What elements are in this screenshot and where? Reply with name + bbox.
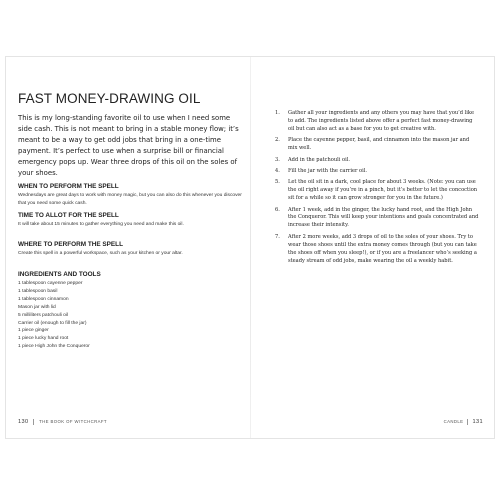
- step-number: 2.: [275, 137, 280, 144]
- list-item: [275, 157, 480, 165]
- step-text: Fill the jar with the carrier oil.: [288, 167, 367, 174]
- step-number: 6.: [275, 206, 280, 213]
- where-text: Create this spell in a powerful workspace, such as your kitchen or your altar.: [18, 251, 183, 256]
- list-item: 1 tablespoon basil: [18, 288, 58, 294]
- right-footer: [444, 419, 483, 425]
- book-spread: [5, 56, 495, 439]
- list-item: 1 piece High John the Conqueror: [18, 344, 90, 350]
- list-item: [275, 207, 480, 231]
- spell-title: FAST MONEY-DRAWING OIL: [18, 91, 201, 106]
- step-text: After 2 more weeks, add 3 drops of oil to the soles of your shoes. Try to wear those shoes until the extra money comes through (but you can take the shoes off when you sleep!), or if you are a freelancer who’s seeking a steady stream of odd jobs, make wearing the oil a weekly habit.: [288, 233, 477, 264]
- footer-divider: [33, 419, 34, 425]
- when-text: Wednesdays are great days to work with money magic, but you can also do this whenever you discover that you need some quick cash.: [18, 193, 242, 206]
- list-item: 1 tablespoon cinnamon: [18, 296, 69, 302]
- footer-divider: [467, 419, 468, 425]
- list-item: 1 piece ginger: [18, 328, 49, 334]
- list-item: [275, 168, 480, 176]
- step-text: After 1 week, add in the ginger, the lucky hand root, and the High John the Conqueror. This will keep your intentions and goals concentrated and increase their intensity.: [288, 206, 479, 229]
- step-number: 4.: [275, 167, 280, 174]
- list-item: [275, 137, 480, 153]
- ingredients-heading: INGREDIENTS AND TOOLS: [18, 271, 101, 278]
- page-number: 130: [18, 419, 29, 426]
- right-page: [251, 57, 495, 438]
- page-number: 131: [472, 419, 483, 426]
- spell-steps: [275, 110, 480, 269]
- list-item: [275, 179, 480, 203]
- step-number: 1.: [275, 110, 280, 116]
- step-text: Gather all your ingredients and any others you may have that you’d like to add. The ingredients listed above offer a perfect fast money-drawing oil but can also act as a base for you to get creative with.: [288, 110, 475, 132]
- list-item: Carrier oil (enough to fill the jar): [18, 320, 87, 326]
- left-footer: [18, 419, 107, 425]
- list-item: 1 piece lucky hand root: [18, 336, 69, 342]
- step-text: Add in the patchouli oil.: [288, 156, 350, 163]
- step-text: Place the cayenne pepper, basil, and cinnamon into the mason jar and mix well.: [288, 137, 470, 152]
- list-item: [275, 110, 480, 134]
- step-number: 3.: [275, 156, 280, 163]
- time-text: It will take about 15 minutes to gather everything you need and make this oil.: [18, 222, 184, 227]
- running-head: CANDLE: [443, 419, 464, 425]
- running-head: THE BOOK OF WITCHCRAFT: [39, 419, 107, 425]
- ingredients-list-wrap: [18, 280, 242, 351]
- where-heading: WHERE TO PERFORM THE SPELL: [18, 241, 123, 248]
- ingredients-list: [18, 280, 242, 351]
- time-heading: TIME TO ALLOT FOR THE SPELL: [18, 212, 119, 219]
- step-number: 7.: [275, 233, 280, 240]
- list-item: [275, 234, 480, 266]
- step-text: Let the oil sit in a dark, cool place for about 3 weeks. (Note: you can use the oil right away if you’re in a pinch, but it’s better to let the concoction sit for a while so it can grow stronger for you in the future.): [288, 179, 478, 202]
- spell-intro: This is my long-standing favorite oil to use when I need some side cash. This is not meant to bring in a stable money flow; it’s meant to be a way to get odd jobs that bring in a one-time payment. It’s perfect to use when a surprise bill or financial emergency pops up. Wear three drops of this oil on the soles of your shoes.: [18, 114, 239, 177]
- left-page: [6, 57, 250, 438]
- list-item: 5 milliliters patchouli oil: [18, 312, 69, 318]
- list-item: Mason jar with lid: [18, 304, 56, 310]
- list-item: 1 tablespoon cayenne pepper: [18, 281, 83, 286]
- when-heading: WHEN TO PERFORM THE SPELL: [18, 183, 119, 190]
- step-number: 5.: [275, 179, 280, 186]
